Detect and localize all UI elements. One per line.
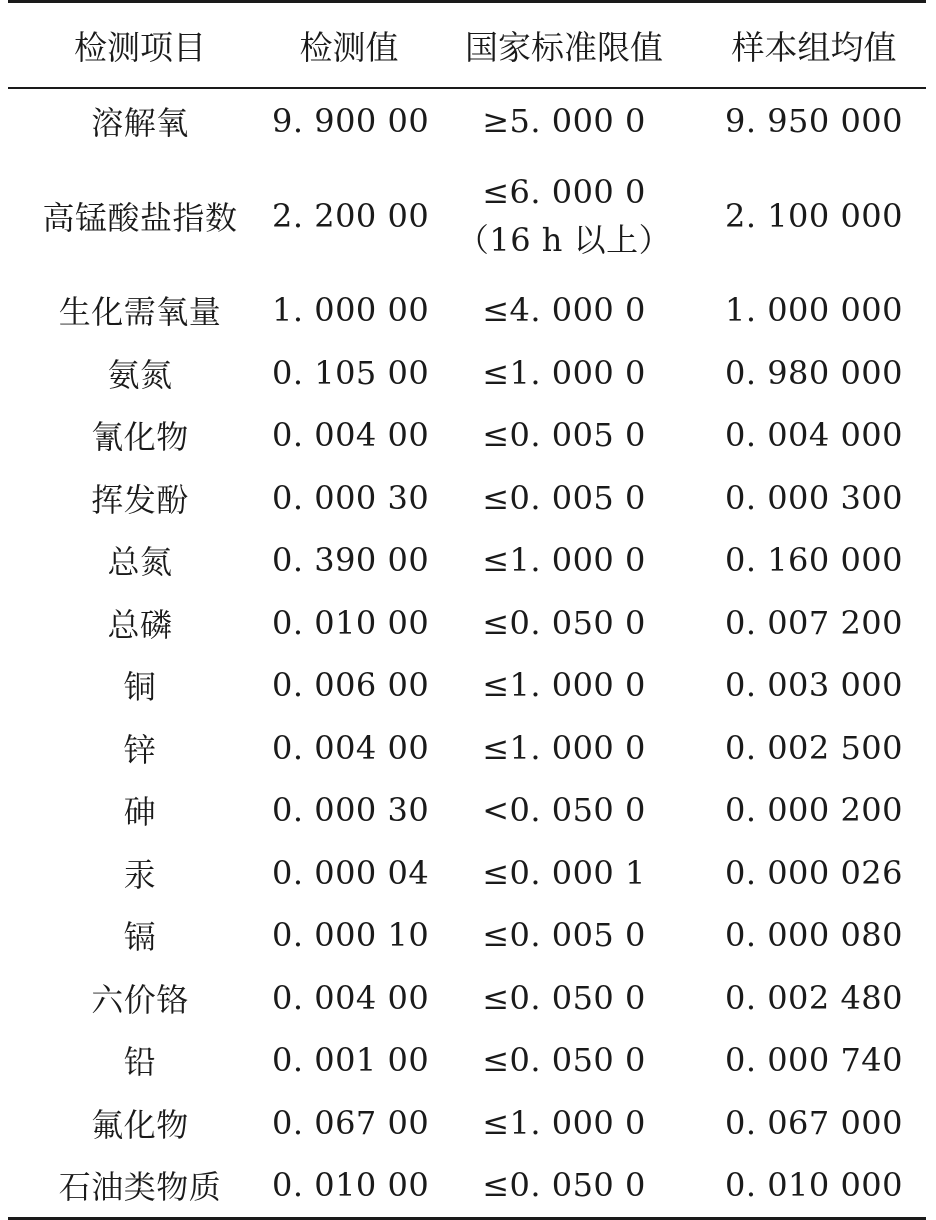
cell-limit [426,153,702,279]
cell-item: 氰化物 [91,418,189,457]
cell-value: 0. 004 00 [272,416,430,455]
cell-item: 生化需氧量 [58,293,222,332]
cell-value: 0. 001 00 [272,1041,430,1080]
table-row [8,904,926,967]
cell-limit: ≤1. 000 0 [482,1103,646,1142]
table-header [8,2,926,89]
cell-item: 氟化物 [91,1105,189,1144]
cell-value: 2. 200 00 [272,197,430,235]
cell-limit: <0. 050 0 [482,791,646,830]
cell-value: 0. 067 00 [272,1103,430,1142]
cell-limit: ≥5. 000 0 [482,102,646,140]
table-row [8,717,926,780]
cell-item: 砷 [123,793,157,832]
cell-item: 锌 [123,730,157,769]
header-sample-mean: 样本组均值 [731,27,897,67]
cell-mean: 0. 000 026 [724,853,904,892]
cell-value: 0. 004 00 [272,978,430,1017]
cell-limit: ≤0. 050 0 [482,603,646,642]
cell-limit: ≤0. 005 0 [482,478,646,517]
table-row [8,88,926,153]
table-row [8,654,926,717]
table-row [8,1154,926,1218]
cell-item: 氨氮 [107,355,173,394]
table-row [8,153,926,279]
cell-limit: ≤1. 000 0 [482,353,646,392]
cell-value: 0. 000 30 [272,791,430,830]
table-row [8,592,926,655]
cell-limit: ≤1. 000 0 [482,728,646,767]
cell-limit-value: ≤6. 000 0 [482,173,646,211]
cell-item: 溶解氧 [91,104,189,142]
cell-value: 0. 390 00 [272,541,430,580]
cell-mean: 0. 002 500 [724,728,904,767]
table-row [8,967,926,1030]
cell-mean: 0. 980 000 [724,353,904,392]
cell-limit: ≤1. 000 0 [482,666,646,705]
water-quality-table [8,0,926,1220]
cell-limit-note: （16 h 以上） [456,221,672,259]
cell-mean: 0. 002 480 [724,978,904,1017]
cell-item: 高锰酸盐指数 [42,199,238,237]
cell-item: 六价铬 [91,980,189,1019]
cell-mean: 0. 004 000 [724,416,904,455]
cell-mean: 9. 950 000 [724,102,904,140]
cell-item: 汞 [123,855,157,894]
cell-value: 0. 010 00 [272,603,430,642]
header-value: 检测值 [299,27,399,67]
cell-value: 9. 900 00 [272,102,430,140]
cell-mean: 0. 067 000 [724,1103,904,1142]
cell-mean: 0. 010 000 [724,1166,904,1205]
cell-item: 总氮 [107,543,173,582]
table-row [8,842,926,905]
cell-item: 镉 [123,918,157,957]
cell-value: 0. 000 30 [272,478,430,517]
cell-mean: 0. 000 200 [724,791,904,830]
cell-limit: ≤4. 000 0 [482,291,646,330]
table-row [8,279,926,342]
cell-value: 0. 006 00 [272,666,430,705]
table-row [8,467,926,530]
cell-value: 0. 000 10 [272,916,430,955]
table-body [8,88,926,1218]
cell-limit: ≤0. 050 0 [482,978,646,1017]
cell-mean: 1. 000 000 [724,291,904,330]
cell-value: 1. 000 00 [272,291,430,330]
cell-mean: 0. 000 740 [724,1041,904,1080]
cell-value: 0. 000 04 [272,853,430,892]
cell-mean: 0. 000 080 [724,916,904,955]
cell-item: 石油类物质 [58,1168,222,1207]
cell-mean: 2. 100 000 [724,197,904,235]
header-item: 检测项目 [74,27,206,67]
cell-mean: 0. 003 000 [724,666,904,705]
cell-limit: ≤1. 000 0 [482,541,646,580]
cell-limit: ≤0. 050 0 [482,1166,646,1205]
cell-item: 铜 [123,668,157,707]
cell-limit: ≤0. 005 0 [482,416,646,455]
cell-limit: ≤0. 005 0 [482,916,646,955]
water-quality-table-container [8,0,926,1220]
cell-mean: 0. 000 300 [724,478,904,517]
cell-mean: 0. 160 000 [724,541,904,580]
cell-item: 铅 [123,1043,157,1082]
table-row [8,779,926,842]
cell-value: 0. 105 00 [272,353,430,392]
table-row [8,1092,926,1155]
table-row [8,342,926,405]
cell-value: 0. 004 00 [272,728,430,767]
header-national-limit: 国家标准限值 [465,27,663,67]
table-row [8,1029,926,1092]
cell-value: 0. 010 00 [272,1166,430,1205]
cell-item: 挥发酚 [91,480,189,519]
cell-mean: 0. 007 200 [724,603,904,642]
header-row [8,2,926,89]
table-row [8,529,926,592]
table-row [8,404,926,467]
cell-limit: ≤0. 050 0 [482,1041,646,1080]
cell-item: 总磷 [107,605,173,644]
cell-limit: ≤0. 000 1 [482,853,646,892]
